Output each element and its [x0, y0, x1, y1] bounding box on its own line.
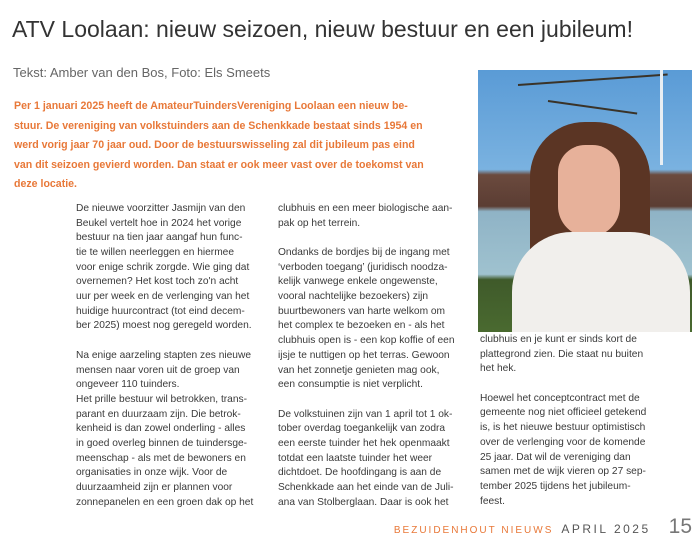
text-line: vooral nachtelijke bezoekers) zijn — [278, 291, 429, 303]
text-line: mensen naar voren uit de groep van — [76, 364, 240, 376]
text-line: Hoewel het conceptcontract met de — [480, 392, 640, 404]
text-line: samen met de wijk vieren op 27 sep- — [480, 466, 646, 478]
text-line: een eerste tuinder het hek openmaakt — [278, 437, 450, 449]
text-line: tember 2025 tijdens het jubileum- — [480, 480, 631, 492]
text-line: van het zonnetje genieten mag ook, — [278, 364, 440, 376]
text-line: huidige huurcontract (tot eind decem- — [76, 305, 245, 317]
text-line: over de verlenging voor de komende — [480, 436, 646, 448]
text-line: totdat een laatste tuinder het weer — [278, 452, 433, 464]
text-line: bestuur na tien jaar aangaf hun func- — [76, 232, 243, 244]
text-line: clubhuis en een meer biologische aan- — [278, 202, 453, 214]
text-line: Na enige aarzeling stapten zes nieuwe — [76, 349, 251, 361]
text-line: het hek. — [480, 363, 517, 375]
text-line: clubhuis en je kunt er sinds kort de — [480, 334, 637, 345]
text-line: overnemen? Het kost toch zo'n acht — [76, 276, 239, 288]
paragraph-gap — [278, 231, 472, 246]
paragraph-gap — [480, 377, 646, 392]
text-line: kenheid is dan zowel onderling - alles — [76, 423, 246, 435]
text-line: tie te willen neerleggen en hiermee — [76, 247, 235, 259]
intro-line: werd vorig jaar 70 jaar oud. Door de bestuurswisseling zal dit jubileum pas eind — [14, 139, 415, 152]
magazine-name: BEZUIDENHOUT NIEUWS — [393, 525, 554, 536]
text-line: uur per week en de verlenging van het — [76, 291, 250, 303]
text-line: voor enige schrik zorgde. Wie ging dat — [76, 261, 250, 273]
text-line: een consumptie is niet verplicht. — [278, 379, 423, 391]
text-line: pak op het terrein. — [278, 217, 361, 229]
text-line: is, is het nieuwe bestuur optimistisch — [480, 422, 646, 434]
paragraph-gap — [76, 334, 278, 349]
text-line: in goed overleg binnen de tuindersge- — [76, 437, 248, 449]
page-number: 15 — [668, 515, 692, 538]
paragraph — [278, 408, 472, 511]
intro-line: deze locatie. — [14, 178, 77, 191]
text-line: zonnepanelen en een groen dak op het — [76, 496, 254, 508]
text-line: organisaties in onze wijk. Voor de — [76, 467, 228, 479]
intro-line: van dit seizoen gevierd worden. Dan staat er ook meer vast over de toekomst van — [14, 158, 424, 171]
text-columns — [76, 202, 472, 510]
text-column-2 — [278, 202, 472, 510]
byline: Tekst: Amber van den Bos, Foto: Els Smeets — [13, 65, 271, 80]
flag-pole — [660, 70, 663, 165]
text-line: parant en duurzaam zijn. Die betrok- — [76, 408, 241, 420]
text-line: ongeveer 110 tuinders. — [76, 379, 180, 391]
paragraph — [76, 202, 278, 334]
text-line: meenschap - als met de bewoners en — [76, 452, 246, 464]
text-line: gemeente nog niet officieel getekend — [480, 407, 647, 419]
person-face — [558, 145, 620, 237]
text-line: ijsje te nuttigen op het terras. Gewoon — [278, 349, 450, 361]
paragraph — [278, 202, 472, 231]
text-line: Beukel vertelt hoe in 2024 het vorige — [76, 217, 242, 229]
intro-line: Per 1 januari 2025 heeft de AmateurTuindersVereniging Loolaan een nieuw be- — [14, 100, 408, 112]
text-line: Schenkkade aan het einde van de Juli- — [278, 482, 454, 494]
text-column-3 — [480, 333, 646, 509]
text-line: 25 jaar. Dat wil de vereniging dan — [480, 451, 631, 463]
tree-branch — [548, 100, 637, 115]
tree-branch — [518, 74, 668, 86]
text-line: ber 2025) moest nog geregeld worden. — [76, 320, 252, 332]
text-line: Het prille bestuur wil betrokken, trans- — [76, 393, 247, 405]
text-line: dichtdoet. De hoofdingang is aan de — [278, 467, 442, 479]
text-line: feest. — [480, 495, 505, 507]
article-body-left — [14, 97, 472, 510]
text-line: clubhuis open is - een kop koffie of een — [278, 335, 455, 347]
text-line: plattegrond zien. Die staat nu buiten — [480, 348, 644, 360]
paragraph-gap — [278, 393, 472, 408]
text-line: De nieuwe voorzitter Jasmijn van den — [76, 202, 246, 214]
paragraph — [480, 392, 646, 510]
paragraph — [278, 246, 472, 393]
text-line: ‘verboden toegang’ (juridisch noodza- — [278, 261, 448, 273]
issue-date: APRIL 2025 — [561, 522, 651, 536]
text-line: Ondanks de bordjes bij de ingang met — [278, 247, 450, 259]
text-line: het complex te bezoeken en - als het — [278, 320, 445, 332]
text-line: De volkstuinen zijn van 1 april tot 1 ok- — [278, 408, 453, 420]
article-title: ATV Loolaan: nieuw seizoen, nieuw bestuur en een jubileum! — [12, 16, 633, 42]
person-sweater — [512, 232, 690, 332]
intro-paragraph — [14, 97, 472, 195]
portrait-photo — [478, 70, 692, 332]
paragraph — [480, 333, 646, 377]
text-line: ana van Stolberglaan. Daar is ook het — [278, 496, 449, 508]
text-column-1 — [76, 202, 278, 510]
text-line: kelijk vanwege enkele ongewenste, — [278, 276, 438, 288]
text-line: duurzaamheid zijn er plannen voor — [76, 482, 233, 494]
intro-line: stuur. De vereniging van volkstuinders aan de Schenkkade bestaat sinds 1954 en — [14, 119, 423, 132]
text-line: tober overdag toegankelijk van zodra — [278, 423, 446, 435]
page-footer — [394, 515, 692, 539]
paragraph — [76, 349, 278, 511]
text-line: buurtbewoners van harte welkom om — [278, 305, 446, 317]
